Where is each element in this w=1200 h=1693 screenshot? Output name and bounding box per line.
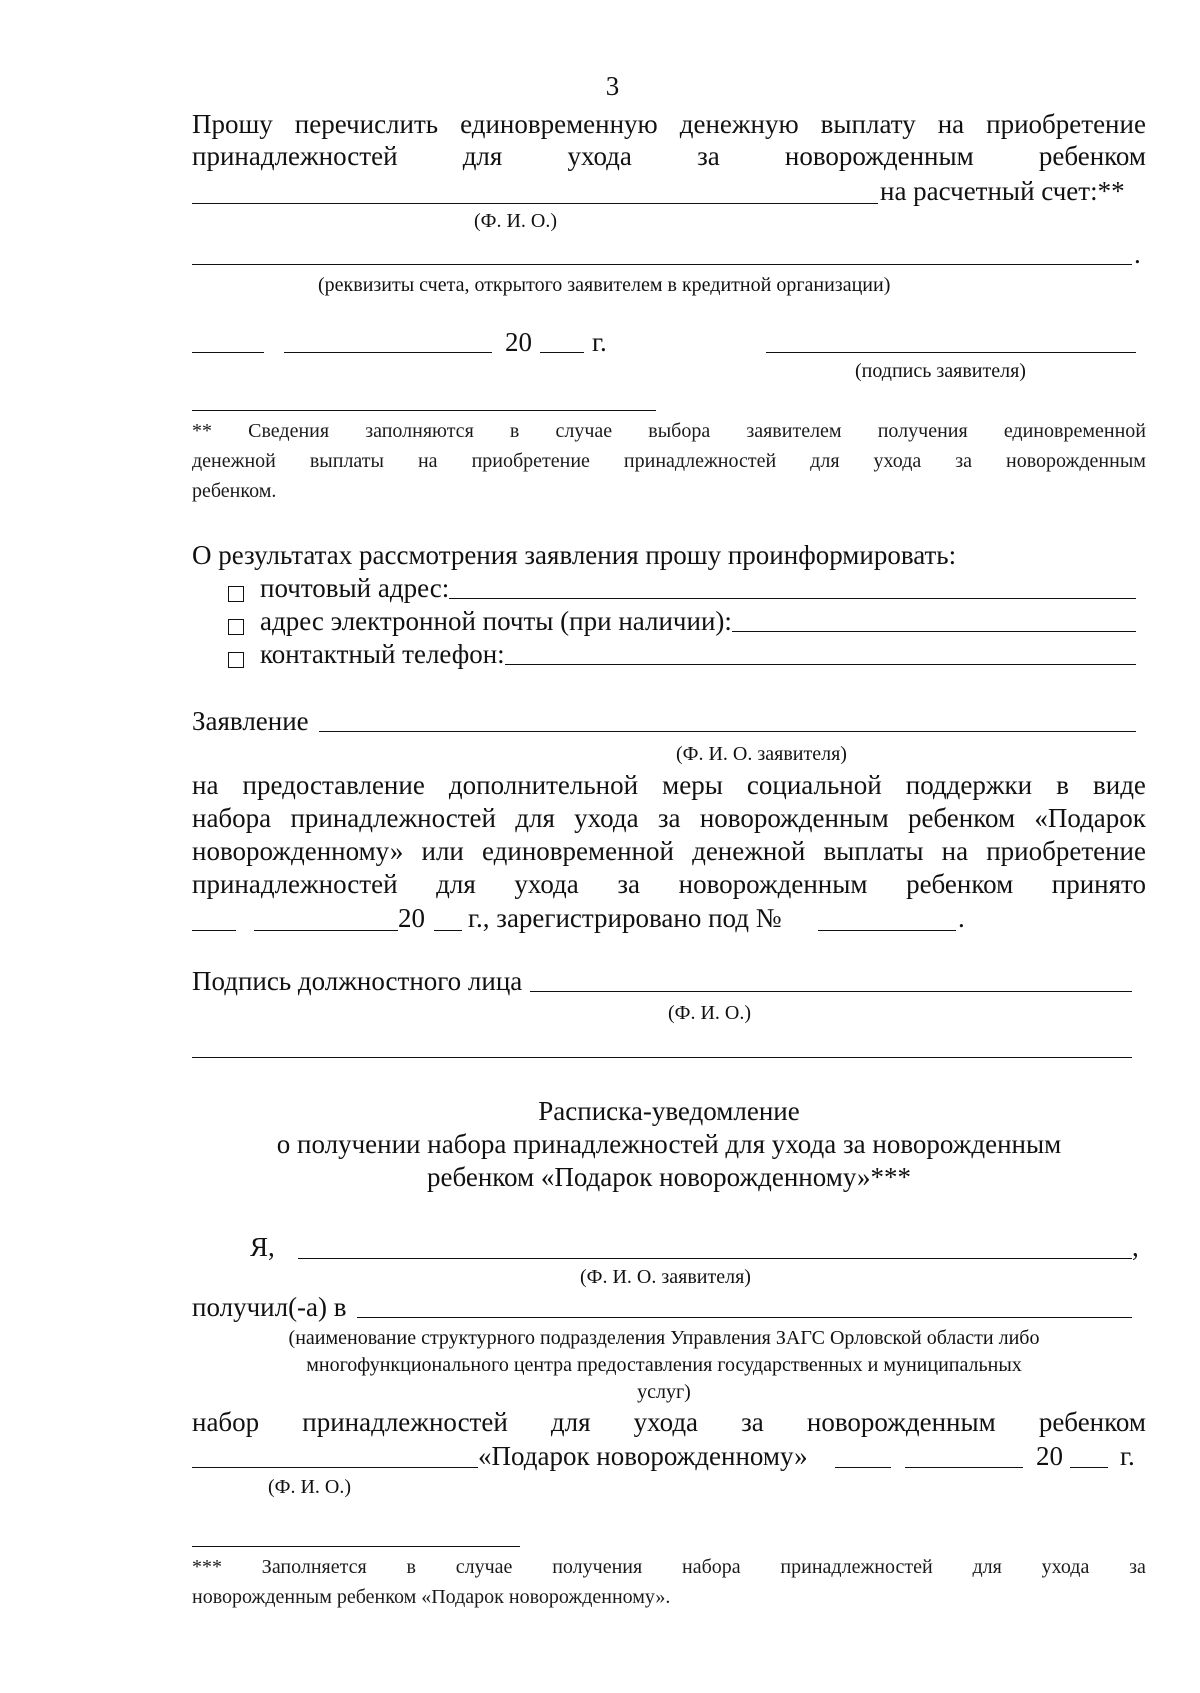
fio-caption: (Ф. И. О.) [474,210,558,232]
footnote2-line-1-word: единовременной [1003,420,1146,442]
footnote2-line-2-word: новорожденным [1006,450,1146,472]
payment-line-1-word: приобретение [986,109,1146,139]
statement-line-4 [192,868,1146,900]
footnote3-line-1-word: принадлежностей [780,1556,933,1578]
payment-line-2-word: принадлежностей [192,141,398,171]
page-number: 3 [605,71,620,101]
footnote2-line-2-word: денежной [192,450,276,472]
statement-line-4-word: ребенком [906,869,1014,899]
payment-line-1-word: единовременную [460,109,658,139]
statement-year-blank[interactable] [434,930,462,931]
receipt-month-blank[interactable] [905,1467,1023,1468]
statement-line-2-word: принадлежностей [290,803,496,833]
statement-line-1-word: дополнительной [448,770,639,800]
inform-option-phone [228,638,1136,670]
receipt-date-g: г. [1120,1441,1135,1471]
payment-line-1-word: выплату [820,109,916,139]
statement-line-2-word: для [515,803,555,833]
official-fio-blank-line[interactable] [192,1057,1132,1058]
registration-number-blank[interactable] [818,930,956,931]
statement-line-3-word: на [941,836,969,866]
statement-line-2-word: за [657,803,681,833]
footnote2-line-1-word: ** [192,420,212,442]
footnote-separator [192,410,656,411]
payment-line-2-word: ухода [567,141,632,171]
payment-line-1-word: на [937,109,965,139]
footnote2-line-1 [192,416,1146,446]
footnote2-line-1-word: заявителем [746,420,842,442]
signature-blank-line[interactable] [766,352,1136,353]
organization-blank[interactable] [357,1317,1132,1318]
payment-line-1 [192,108,1146,140]
statement-line-3-word: приобретение [986,836,1146,866]
postal-blank-line[interactable] [449,598,1136,599]
receipt-set-line-word: ухода [633,1407,699,1437]
statement-line-1-word: меры [662,770,723,800]
footnote2-line-2-word: для [810,450,840,472]
statement-line-3-word: единовременной [482,836,674,866]
phone-blank-line[interactable] [505,664,1136,665]
statement-month-blank[interactable] [254,930,398,931]
official-fio-caption: (Ф. И. О.) [668,1002,752,1024]
payment-line-1-word: Прошу [192,109,273,139]
footnote3-line-1-word: получения [552,1556,643,1578]
footnote2-line-3: ребенком. [192,480,277,502]
footnote2-line-2-word: на [417,450,438,472]
postal-checkbox[interactable] [228,586,244,602]
receipt-set-line-word: набор [192,1407,260,1437]
official-row [192,965,1132,997]
receipt-fio-blank[interactable] [298,1258,1132,1259]
account-details-blank-line[interactable] [192,264,1132,265]
statement-line-1-word: виде [1093,770,1146,800]
statement-line-4-word: ухода [514,869,579,899]
receipt-fio-blank-2[interactable] [192,1467,478,1468]
statement-registered-text: г., зарегистрировано под № [468,903,782,933]
email-checkbox[interactable] [228,619,244,635]
receipt-set-line [192,1406,1146,1438]
receipt-title-3: ребенком «Подарок новорожденному»*** [426,1162,912,1192]
payment-line-1-word: перечислить [294,109,439,139]
statement-line-4-word: за [617,869,641,899]
receipt-set-line-word: за [741,1407,764,1437]
statement-line-2-word: ребенком [907,803,1016,833]
footnote2-line-2-word: выплаты [309,450,384,472]
payment-line-1-word: денежную [679,109,799,139]
statement-line-2-word: ухода [574,803,639,833]
statement-label: Заявление [192,706,309,736]
fio-blank-line[interactable] [192,203,878,204]
footnote3-line-1 [192,1552,1146,1582]
statement-line-2-word: новорожденным [699,803,889,833]
phone-label: контактный телефон: [260,639,505,669]
signature-caption: (подпись заявителя) [855,360,1026,382]
receipt-title-2: о получении набора принадлежностей для ухода за новорожденным [276,1129,1062,1159]
statement-line-1 [192,769,1146,801]
statement-line-4-word: для [436,869,476,899]
statement-line-3-word: выплаты [823,836,924,866]
payment-line-2 [192,140,1146,172]
receipt-set-line-word: новорожденным [806,1407,996,1437]
statement-line-1-word: предоставление [242,770,425,800]
statement-line-3-word: новорожденному» [192,836,404,866]
date-month-blank[interactable] [284,352,492,353]
statement-day-blank[interactable] [192,930,236,931]
org-caption-3: услуг) [637,1381,691,1403]
date-day-blank[interactable] [192,352,264,353]
received-row [192,1291,1132,1323]
footnote3-line-1-word: случае [455,1556,513,1578]
receipt-set-line-word: ребенком [1038,1407,1146,1437]
receipt-set-line-word: для [550,1407,591,1437]
statement-line-3 [192,835,1146,867]
payment-line-2-word: новорожденным [784,141,974,171]
receipt-day-blank[interactable] [835,1467,891,1468]
statement-line-4-word: принято [1051,869,1146,899]
footnote2-line-1-word: получения [877,420,968,442]
inform-option-postal [228,572,1136,604]
details-period: . [1134,239,1141,269]
footnote2-line-1-word: Сведения [248,420,330,442]
statement-year-prefix: 20 [398,903,425,933]
footnote3-line-1-word: за [1129,1556,1146,1578]
footnote3-line-1-word: в [406,1556,416,1578]
footnote2-line-1-word: выбора [648,420,711,442]
email-label: адрес электронной почты (при наличии): [260,606,732,636]
statement-line-2 [192,802,1146,834]
statement-line-2-word: «Подарок [1034,803,1146,833]
footnote3-line-1-word: Заполняется [261,1556,367,1578]
footnote2-line-2 [192,446,1146,476]
statement-row [192,705,1136,737]
statement-fio-blank[interactable] [319,731,1136,732]
inform-heading: О результатах рассмотрения заявления прошу проинформировать: [192,540,957,570]
statement-line-3-word: или [421,836,464,866]
inform-option-email [228,605,1136,637]
receipt-gift-name: «Подарок новорожденному» [478,1441,808,1471]
receipt-year-prefix: 20 [1036,1441,1063,1471]
statement-period: . [958,903,965,933]
receipt-ya: Я, [250,1232,275,1262]
footnote2-line-1-word: в [509,420,520,442]
receipt-year-blank[interactable] [1070,1467,1108,1468]
footnote2-line-2-word: принадлежностей [623,450,777,472]
footnote3-line-1-word: ухода [1041,1556,1090,1578]
account-details-caption: (реквизиты счета, открытого заявителем в кредитной организации) [318,274,891,296]
statement-line-4-word: принадлежностей [192,869,398,899]
payment-line-2-word: ребенком [1038,141,1146,171]
org-caption-2: многофункционального центра предоставления государственных и муниципальных [306,1354,1022,1376]
footnote2-line-2-word: приобретение [471,450,590,472]
footnote3-line-1-word: *** [192,1556,222,1578]
footnote2-line-2-word: за [955,450,973,472]
statement-line-1-word: поддержки [905,770,1033,800]
phone-checkbox[interactable] [228,652,244,668]
footnote2-line-1-word: заполняются [365,420,474,442]
postal-label: почтовый адрес: [260,573,450,603]
account-label: на расчетный счет:** [880,176,1125,206]
receipt-comma: , [1132,1232,1139,1262]
receipt-set-line-word: принадлежностей [302,1407,508,1437]
org-caption-1: (наименование структурного подразделения Управления ЗАГС Орловской области либо [288,1327,1040,1349]
date-year-blank[interactable] [540,352,584,353]
statement-line-3-word: денежной [692,836,806,866]
statement-line-1-word: на [192,770,219,800]
statement-line-4-word: новорожденным [678,869,868,899]
receipt-title-1: Расписка-уведомление [538,1096,800,1126]
footnote3-line-1-word: для [972,1556,1002,1578]
receipt-fio-caption: (Ф. И. О. заявителя) [580,1266,751,1288]
date-year-prefix: 20 [505,327,532,357]
footnote2-line-2-word: ухода [873,450,922,472]
payment-line-2-word: для [462,141,503,171]
statement-line-2-word: набора [192,803,272,833]
statement-line-1-word: в [1056,770,1069,800]
received-label: получил(-а) в [192,1292,347,1322]
receipt-fio-caption-2: (Ф. И. О.) [268,1476,352,1498]
official-label: Подпись должностного лица [192,966,523,996]
footnote3-line-2: новорожденным ребенком «Подарок новорожденному». [192,1586,671,1608]
official-signature-blank[interactable] [530,991,1132,992]
statement-fio-caption: (Ф. И. О. заявителя) [676,743,847,765]
footnote3-line-1-word: набора [681,1556,741,1578]
payment-line-2-word: за [697,141,720,171]
statement-line-1-word: социальной [746,770,882,800]
date-g: г. [592,327,607,357]
email-blank-line[interactable] [732,631,1136,632]
footnote2-line-1-word: случае [555,420,613,442]
footnote3-separator [192,1546,520,1547]
